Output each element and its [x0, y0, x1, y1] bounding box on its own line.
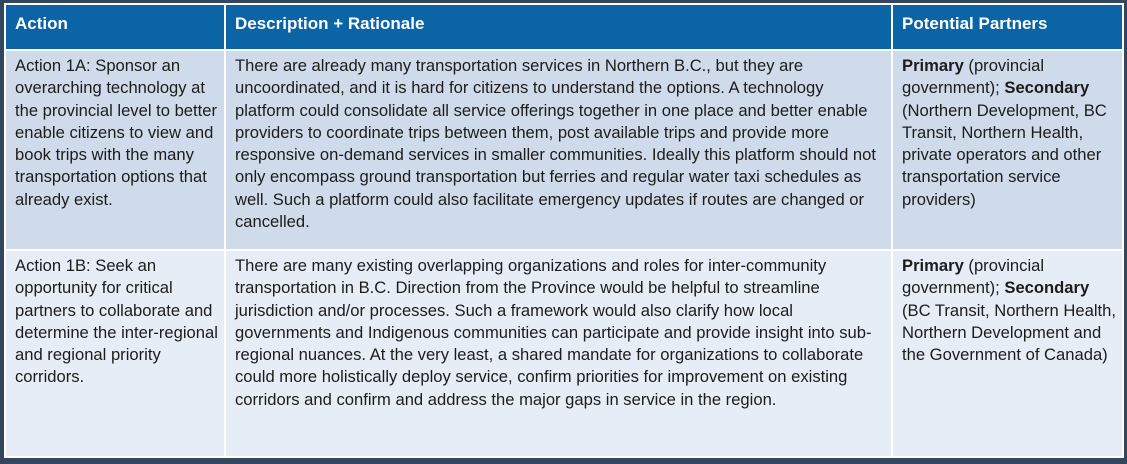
table-header-row: [5, 4, 1123, 50]
description-cell: There are many existing overlapping organizations and roles for inter-community transportation in B.C. Direction from the Province would be helpful to streamline jurisdiction and/or processes. Such a framework would also clarify how local governments and Indigenous communities can participate and provide insight into sub-regional nuances. At the very least, a shared mandate for organizations to collaborate could more holistically deploy service, confirm priorities for improvement on existing corridors and confirm and address the major gaps in service in the region.: [225, 250, 892, 457]
table-row: [5, 250, 1123, 457]
secondary-text: (Northern Development, BC Transit, Northern Health, private operators and other transportation service providers): [902, 100, 1107, 209]
primary-label: Primary: [902, 56, 964, 75]
primary-label: Primary: [902, 256, 964, 275]
description-cell: There are already many transportation services in Northern B.C., but they are uncoordinated, and it is hard for citizens to understand the options. A technology platform could consolidate all service offerings together in one place and better enable providers to coordinate trips between them, post available trips and provide more responsive on-demand services in smaller communities. Ideally this platform should not only encompass ground transportation but ferries and regular water taxi schedules as well. Such a platform could also facilitate emergency updates if routes are changed or cancelled.: [225, 50, 892, 250]
header-partners: Potential Partners: [892, 4, 1123, 50]
primary-text: (provincial government);: [902, 256, 1045, 298]
action-cell: Action 1B: Seek an opportunity for critical partners to collaborate and determine the inter-regional and regional priority corridors.: [5, 250, 225, 457]
action-table: [4, 3, 1124, 458]
secondary-label: Secondary: [1004, 278, 1090, 298]
action-cell: Action 1A: Sponsor an overarching technology at the provincial level to better enable citizens to view and book trips with the many transportation options that already exist.: [5, 50, 225, 250]
partners-cell: [892, 50, 1123, 250]
header-description: Description + Rationale: [225, 4, 892, 50]
secondary-text: (BC Transit, Northern Health, Northern Development and the Government of Canada): [902, 300, 1116, 365]
secondary-label: Secondary: [1004, 78, 1090, 98]
table-row: [5, 50, 1123, 250]
header-action: Action: [5, 4, 225, 50]
partners-cell: [892, 250, 1123, 457]
primary-text: (provincial government);: [902, 56, 1045, 98]
